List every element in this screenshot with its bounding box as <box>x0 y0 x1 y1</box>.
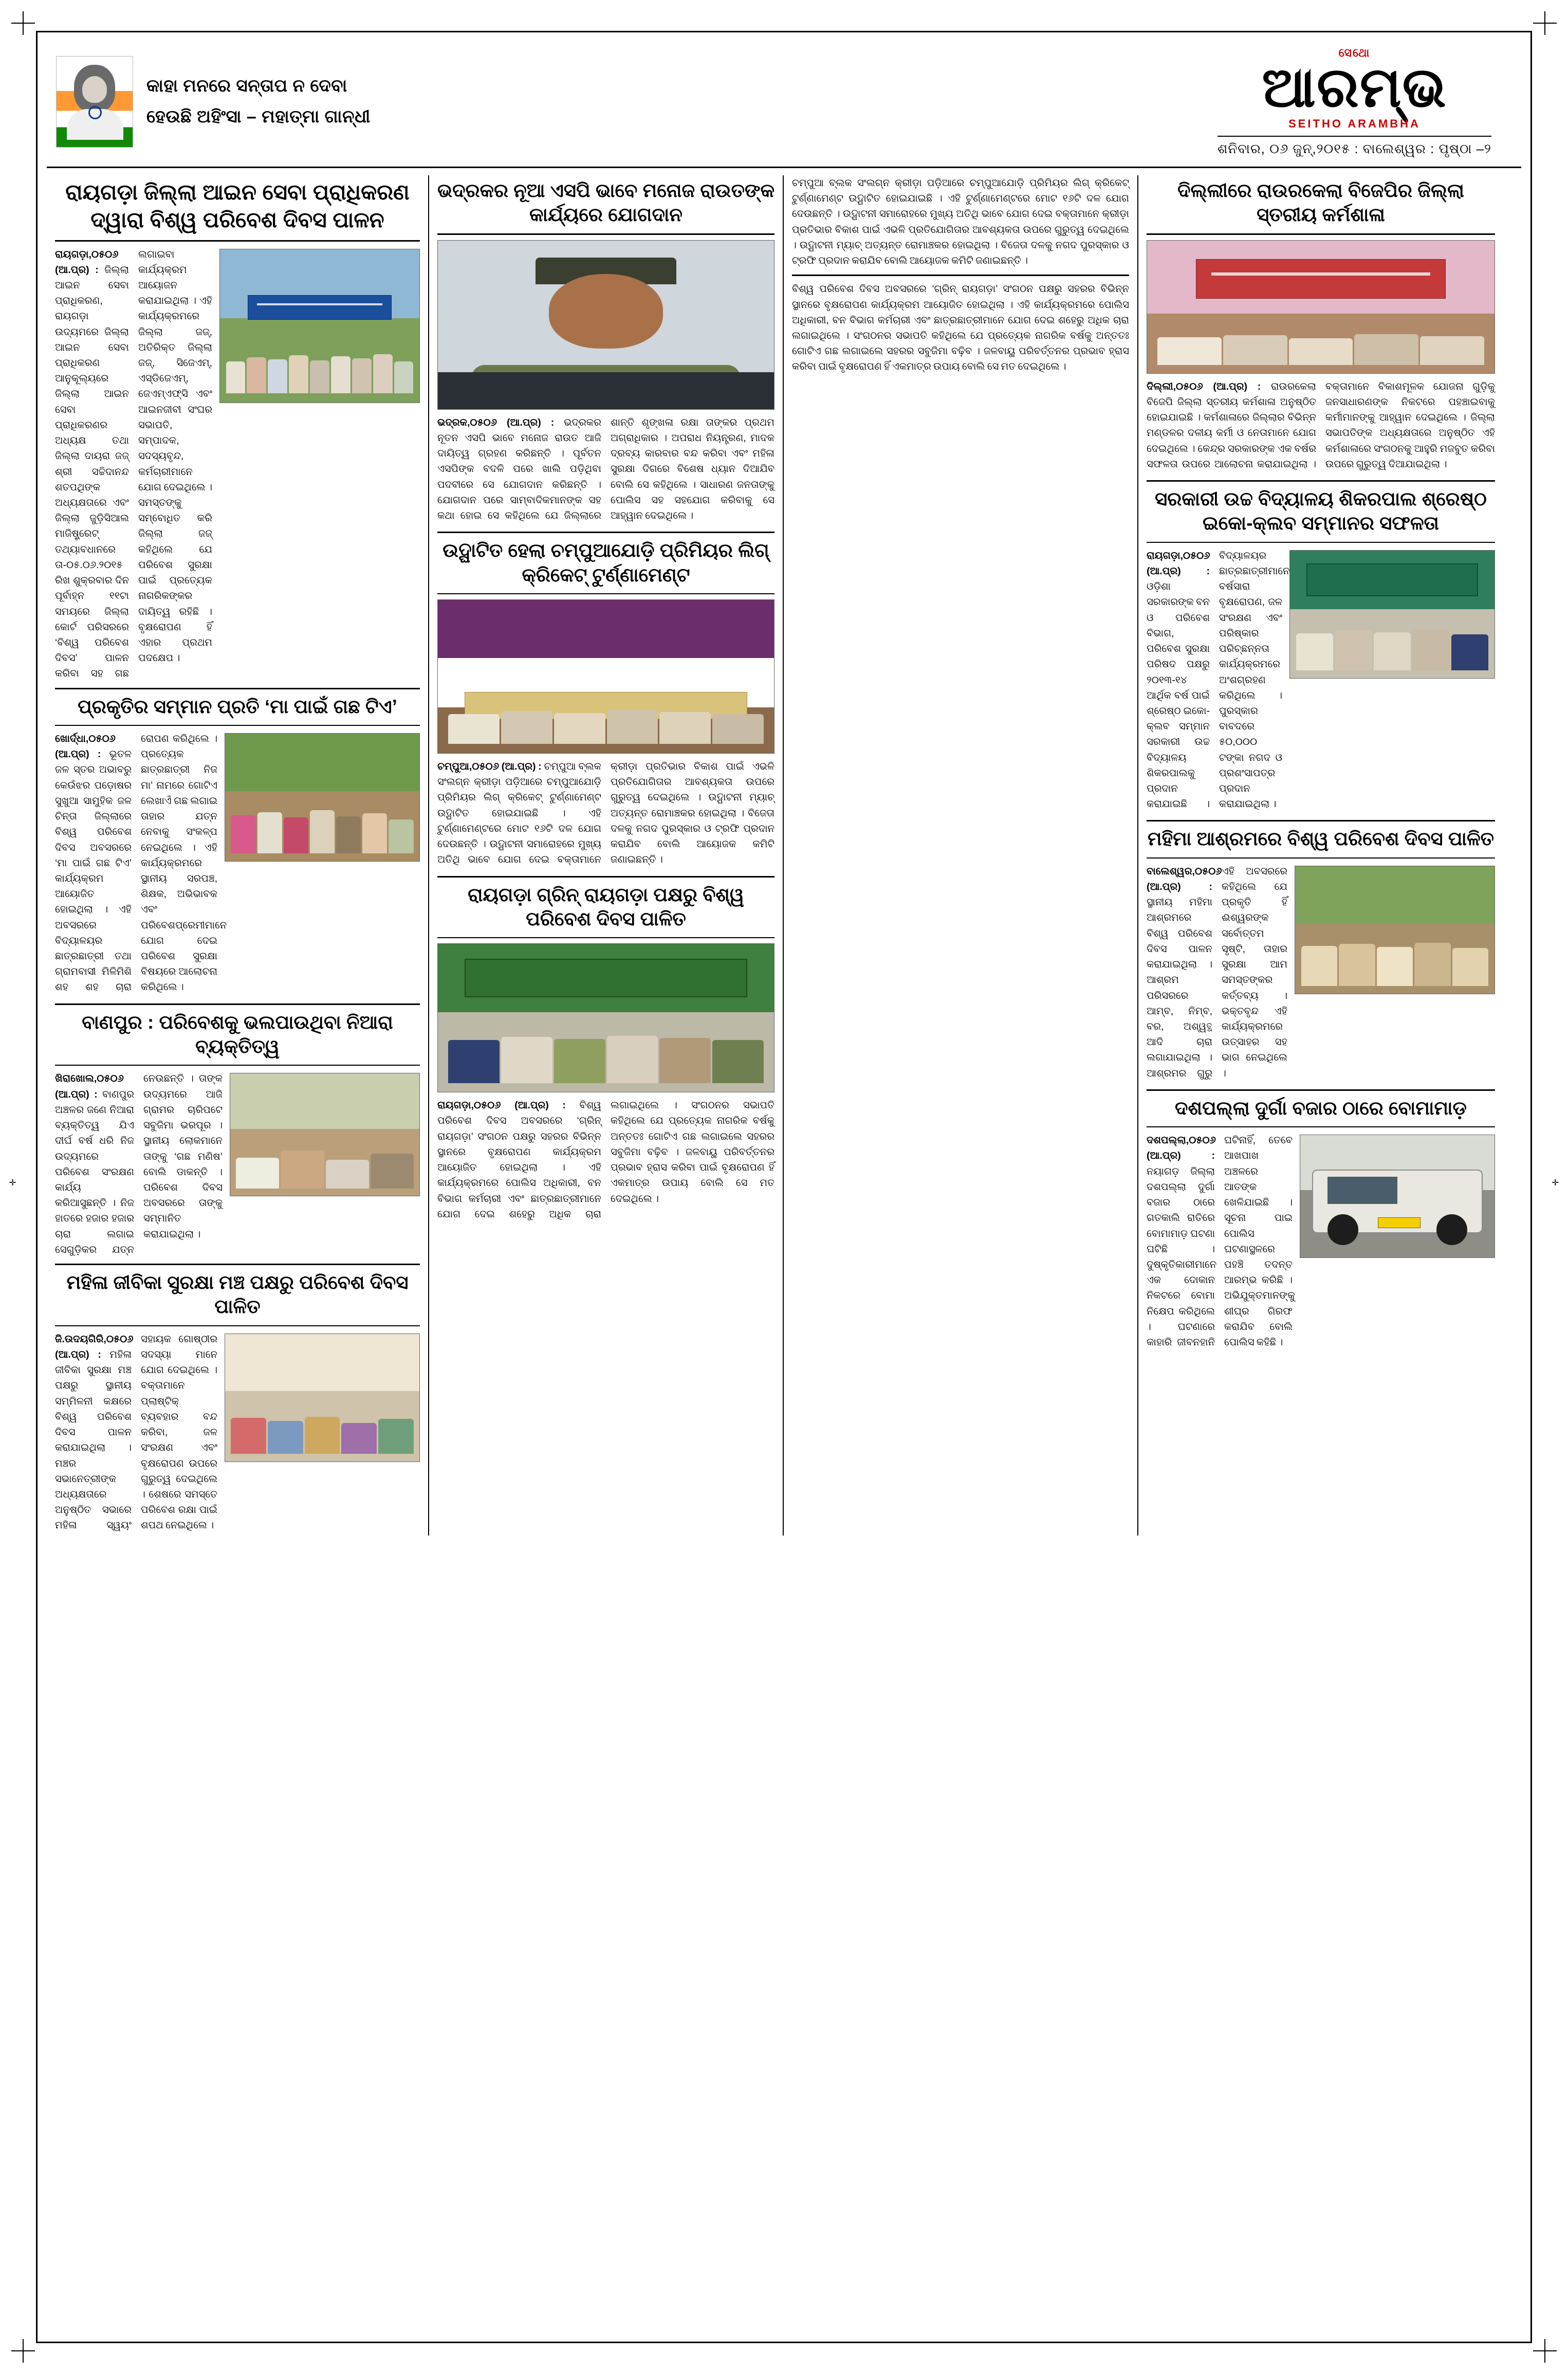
article-headline: ରାୟଗଡ଼ା ଜିଲ୍ଲା ଆଇନ ସେବା ପ୍ରାଧିକରଣ ଦ୍ୱାରା ବିଶ୍ୱ ପରିବେଶ ଦିବସ ପାଳନ <box>65 180 410 232</box>
article-dateline: ରାୟଗଡ଼ା,୦୫୦୬ (ଆ.ପ୍ର) : <box>437 1100 566 1111</box>
masthead-left <box>56 56 371 148</box>
article-body <box>1147 548 1290 814</box>
masthead-quote-line1: କାହା ମନରେ ସନ୍ତାପ ନ ଦେବା <box>146 76 347 96</box>
article-headline: ମହିମା ଆଶ୍ରମରେ ବିଶ୍ୱ ପରିବେଶ ଦିବସ ପାଳିତ <box>1147 828 1495 850</box>
photo-green-raygada <box>437 943 774 1092</box>
crop-mark-bottom-right <box>1533 2339 1557 2363</box>
article-body <box>1147 379 1495 474</box>
article-body <box>1147 864 1287 1083</box>
article-a2 <box>55 695 420 997</box>
photo-tree-planting <box>225 733 420 862</box>
photo-police-officer <box>437 240 774 410</box>
article-text: ବିଶ୍ୱ ପରିବେଶ ଦିବସ ଅବସରରେ ‘ଗ୍ରିନ୍ ରାୟଗଡ଼ା’ ସଂଗଠନ ପକ୍ଷରୁ ସହରର ବିଭିନ୍ନ ସ୍ଥାନରେ ବୃକ୍ଷରୋପଣ କାର୍ଯ୍ୟକ୍ରମ ଆୟୋଜିତ ହୋଇଥିଲା । ଏହି କାର୍ଯ୍ୟକ୍ରମରେ ପୋଲିସ ଅଧିକାରୀ, ବନ ବିଭାଗ କର୍ମଚାରୀ ଏବଂ ଛାତ୍ରଛାତ୍ରୀମାନେ ଯୋଗ ଦେଇ ଶହେରୁ ଅଧିକ ଚାରା ଲଗାଇଥିଲେ । ସଂଗଠନର ସଭାପତି କହିଥିଲେ ଯେ ପ୍ରତ୍ୟେକ ନାଗରିକ ବର୍ଷକୁ ଅନ୍ତତଃ ଗୋଟିଏ ଗଛ ଲଗାଇଲେ ସହରର ସବୁଜିମା ବଢ଼ିବ । ଜଳବାୟୁ ପରିବର୍ତ୍ତନର ପ୍ରଭାବ ହ୍ରାସ କରିବା ପାଇଁ ବୃକ୍ଷରୋପଣ ହିଁ ଏକମାତ୍ର ଉପାୟ ବୋଲି ସେ ମତ ଦେଇଥିଲେ । <box>437 1100 774 1220</box>
article-body <box>55 731 227 997</box>
masthead-quote <box>146 71 371 132</box>
article-body <box>437 759 774 870</box>
article-a4 <box>55 1270 420 1536</box>
column-4 <box>1137 175 1503 1536</box>
photo-bomb-attack-van <box>1300 1135 1495 1258</box>
column-1 <box>47 175 428 1536</box>
article-headline: ଉଦ୍ଘାଟିତ ହେଲା ଚମ୍ପୁଆଯୋଡ଼ି ପ୍ରିମିୟର ଲିଗ୍ କ୍ରିକେଟ୍ ଟୁର୍ଣ୍ଣାମେଣ୍ଟ <box>442 540 769 586</box>
article-a7 <box>437 883 774 1222</box>
article-text-continued-2: ବିଶ୍ୱ ପରିବେଶ ଦିବସ ଅବସରରେ ‘ଗ୍ରିନ୍ ରାୟଗଡ଼ା’ ସଂଗଠନ ପକ୍ଷରୁ ସହରର ବିଭିନ୍ନ ସ୍ଥାନରେ ବୃକ୍ଷରୋପଣ କାର୍ଯ୍ୟକ୍ରମ ଆୟୋଜିତ ହୋଇଥିଲା । ଏହି କାର୍ଯ୍ୟକ୍ରମରେ ପୋଲିସ ଅଧିକାରୀ, ବନ ବିଭାଗ କର୍ମଚାରୀ ଏବଂ ଛାତ୍ରଛାତ୍ରୀମାନେ ଯୋଗ ଦେଇ ଶହେରୁ ଅଧିକ ଚାରା ଲଗାଇଥିଲେ । ସଂଗଠନର ସଭାପତି କହିଥିଲେ ଯେ ପ୍ରତ୍ୟେକ ନାଗରିକ ବର୍ଷକୁ ଅନ୍ତତଃ ଗୋଟିଏ ଗଛ ଲଗାଇଲେ ସହରର ସବୁଜିମା ବଢ଼ିବ । ଜଳବାୟୁ ପରିବର୍ତ୍ତନର ପ୍ରଭାବ ହ୍ରାସ କରିବା ପାଇଁ ବୃକ୍ଷରୋପଣ ହିଁ ଏକମାତ୍ର ଉପାୟ ବୋଲି ସେ ମତ ଦେଇଥିଲେ । <box>792 283 1129 373</box>
article-a3 <box>55 1010 420 1257</box>
article-body <box>55 247 212 682</box>
article-text: ଜିଲ୍ଲା ଆଇନ ସେବା ପ୍ରାଧିକରଣ, ରାୟଗଡ଼ା ଉଦ୍ୟମରେ ଜିଲ୍ଲା ଆଇନ ସେବା ପ୍ରାଧିକରଣ ଆନୁକୂଲ୍ୟରେ ଜିଲ୍ଲା ଆଇନ ସେବା ପ୍ରାଧିକରଣର ଅଧ୍ୟକ୍ଷ ତଥା ଜିଲ୍ଲା ଦାୟରା ଜଜ୍ ଶ୍ରୀ ସଚ୍ଚିଦାନନ୍ଦ ଶତପଥିଙ୍କ ଅଧ୍ୟକ୍ଷତାରେ ଏବଂ ଜିଲ୍ଲା ଜୁଡ଼ିସିଆଲ ମାଜିଷ୍ଟ୍ରେଟ୍ ତଥ୍ୟାବଧାନରେ ତା-୦୫.୦୬.୨୦୧୫ ରିଖ ଶୁକ୍ରବାର ଦିନ ପୂର୍ବାହ୍ନ ୧୧ଟା ସମୟରେ ଜିଲ୍ଲା କୋର୍ଟ ପରିସରରେ ‘ବିଶ୍ୱ ପରିବେଶ ଦିବସ’ ପାଳନ କରିବା ସହ ଗଛ ଲଗାଇବା କାର୍ଯ୍ୟକ୍ରମ ଆୟୋଜନ କରାଯାଇଥିଲା । ଏହି କାର୍ଯ୍ୟକ୍ରମରେ ଜିଲ୍ଲା ଜଜ୍, ଅତିରିକ୍ତ ଜିଲ୍ଲା ଜଜ୍, ସିଜେଏମ୍, ଏସ୍‌ଡିଜେଏମ୍, ଜେଏମ୍‌ଏଫ୍‌ସି ଏବଂ ଆଇନଜୀବୀ ସଂଘର ସଭାପତି, ସମ୍ପାଦକ, ସଦସ୍ୟବୃନ୍ଦ, କର୍ମଚାରୀମାନେ ଯୋଗ ଦେଇଥିଲେ । ସମସ୍ତଙ୍କୁ ସମ୍ବୋଧିତ କରି ଜିଲ୍ଲା ଜଜ୍ କହିଥିଲେ ଯେ ପରିବେଶ ସୁରକ୍ଷା ପାଇଁ ପ୍ରତ୍ୟେକ ନାଗରିକଙ୍କର ଦାୟିତ୍ୱ ରହିଛି । ବୃକ୍ଷରୋପଣ ହିଁ ଏହାର ପ୍ରଥମ ପଦକ୍ଷେପ । <box>55 248 212 680</box>
article-dateline: ଖୋର୍ଦ୍ଧା,୦୫୦୬ (ଆ.ପ୍ର) : <box>55 733 116 760</box>
article-text: ବାଣପୁର ଅଞ୍ଚଳର ଜଣେ ନିଆରା ବ୍ୟକ୍ତିତ୍ୱ ଯିଏ ଦୀର୍ଘ ବର୍ଷ ଧରି ନିଜ ଉଦ୍ୟମରେ ପରିବେଶ ସଂରକ୍ଷଣ କାର୍ଯ୍ୟ କରିଆସୁଛନ୍ତି । ନିଜ ହାତରେ ହଜାର ହଜାର ଚାରା ଲଗାଇ ସେଗୁଡ଼ିକର ଯତ୍ନ ନେଉଛନ୍ତି । ତାଙ୍କ ଉଦ୍ୟମରେ ଆଜି ଗ୍ରାମର ଚାରିପଟେ ସବୁଜିମା ଭରପୂର । ସ୍ଥାନୀୟ ଲୋକମାନେ ତାଙ୍କୁ ‘ଗଛ ମଣିଷ’ ବୋଲି ଡାକନ୍ତି । ପରିବେଶ ଦିବସ ଅବସରରେ ତାଙ୍କୁ ସମ୍ମାନିତ କରାଯାଇଥିଲା । <box>55 1073 223 1255</box>
article-text: ସ୍ଥାନୀୟ ମହିମା ଆଶ୍ରମରେ ବିଶ୍ୱ ପରିବେଶ ଦିବସ ପାଳନ କରାଯାଇଥିଲା । ଆଶ୍ରମ ପରିସରରେ ଆମ୍ବ, ନିମ୍ବ, ବର, ଅଶ୍ୱତ୍ଥ ଆଦି ଚାରା ଲଗାଯାଇଥିଲା । ଆଶ୍ରମର ଗୁରୁ ଏହି ଅବସରରେ କହିଥିଲେ ଯେ ପ୍ରକୃତି ହିଁ ଈଶ୍ୱରଙ୍କ ସର୍ବୋତ୍ତମ ସୃଷ୍ଟି, ତାହାର ସୁରକ୍ଷା ଆମ ସମସ୍ତଙ୍କର କର୍ତ୍ତବ୍ୟ । ଭକ୍ତବୃନ୍ଦ ଏହି କାର୍ଯ୍ୟକ୍ରମରେ ଉତ୍ସାହର ସହ ଭାଗ ନେଇଥିଲେ । <box>1147 865 1287 1079</box>
article-body <box>437 415 774 526</box>
crop-mark-mid-left: ✛ <box>9 1176 16 1189</box>
article-a9 <box>1147 487 1495 814</box>
article-headline: ପ୍ରକୃତିର ସମ୍ମାନ ପ୍ରତି ‘ମା ପାଇଁ ଗଛ ଟିଏ’ <box>78 696 397 717</box>
article-headline: ଦଶପଲ୍ଲା ଦୁର୍ଗା ବଜାର ଠାରେ ବୋମାମାଡ଼ <box>1175 1097 1467 1119</box>
newspaper-page <box>36 31 1532 2343</box>
photo-rally <box>219 249 420 403</box>
article-a5 <box>437 178 774 525</box>
masthead-right <box>1217 46 1512 157</box>
masthead-date: ଶନିବାର, ୦୬ ଜୁନ୍,୨୦୧୫ : ବାଲେଶ୍ୱର : ପୃଷ୍ଠା –୨ <box>1217 140 1491 156</box>
article-headline: ଭଦ୍ରକର ନୂଆ ଏସପି ଭାବେ ମନୋଜ ରାଉତଙ୍କ କାର୍ଯ୍ୟରେ ଯୋଗଦାନ <box>437 180 774 226</box>
article-text: ଓଡ଼ିଶା ସରକାରଙ୍କ ବନ ଓ ପରିବେଶ ବିଭାଗ, ପରିବେଶ ସୁରକ୍ଷା ପରିଷଦ ପକ୍ଷରୁ ୨୦୧୩-୧୪ ଆର୍ଥିକ ବର୍ଷ ପାଇଁ ଶ୍ରେଷ୍ଠ ଇକୋ-କ୍ଲବ ସମ୍ମାନ ସରକାରୀ ଉଚ୍ଚ ବିଦ୍ୟାଳୟ ଶିକରପାଲକୁ ପ୍ରଦାନ କରାଯାଇଛି । ବିଦ୍ୟାଳୟର ଛାତ୍ରଛାତ୍ରୀମାନେ ବର୍ଷସାରା ବୃକ୍ଷରୋପଣ, ଜଳ ସଂରକ୍ଷଣ ଏବଂ ପରିଷ୍କାର ପରିଚ୍ଛନ୍ନତା କାର୍ଯ୍ୟକ୍ରମରେ ଅଂଶଗ୍ରହଣ କରିଥିଲେ । ପୁରସ୍କାର ବାବଦରେ ୫୦,୦୦୦ ଟଙ୍କା ନଗଦ ଓ ପ୍ରଶଂସାପତ୍ର ପ୍ରଦାନ କରାଯାଇଥିଲା । <box>1147 550 1290 810</box>
article-body <box>55 1331 217 1536</box>
article-a6-cont <box>792 175 1129 268</box>
article-text: ନୟାଗଡ଼ ଜିଲ୍ଲା ଦଶପଲ୍ଲା ଦୁର୍ଗା ବଜାର ଠାରେ ଗତକାଲି ରାତିରେ ବୋମାମାଡ଼ ଘଟଣା ଘଟିଛି । ଦୁଷ୍କୃତିକାରୀମାନେ ଏକ ଦୋକାନ ନିକଟରେ ବୋମା ନିକ୍ଷେପ କରିଥିଲେ । ଘଟଣାରେ କାହାରି ଜୀବନହାନି ଘଟିନାହିଁ, ତେବେ ଆଖପାଖ ଅଞ୍ଚଳରେ ଆତଙ୍କ ଖେଳିଯାଇଛି । ସୂଚନା ପାଇ ପୋଲିସ ଘଟଣାସ୍ଥଳରେ ପହଞ୍ଚି ତଦନ୍ତ ଆରମ୍ଭ କରିଛି । ଅଭିଯୁକ୍ତମାନଙ୍କୁ ଶୀଘ୍ର ଗିରଫ କରାଯିବ ବୋଲି ପୋଲିସ କହିଛି । <box>1147 1135 1295 1348</box>
column-3 <box>783 175 1137 1536</box>
article-headline: ଦିଲ୍ଲୀରେ ରାଉରକେଲା ବିଜେପିର ଜିଲ୍ଲା ସ୍ତରୀୟ କର୍ମଶାଳା <box>1177 180 1464 226</box>
article-a11 <box>1147 1096 1495 1352</box>
logo-top-text: ସେଥୋ <box>1338 46 1371 59</box>
crop-mark-top-right <box>1533 11 1557 35</box>
photo-mahima-ashram <box>1295 866 1495 994</box>
article-text: ମହିଳା ଜୀବିକା ସୁରକ୍ଷା ମଞ୍ଚ ପକ୍ଷରୁ ସ୍ଥାନୀୟ ସମ୍ମିଳନୀ କକ୍ଷରେ ବିଶ୍ୱ ପରିବେଶ ଦିବସ ପାଳନ କରାଯାଇଥିଲା । ମଞ୍ଚର ସଭାନେତ୍ରୀଙ୍କ ଅଧ୍ୟକ୍ଷତାରେ ଅନୁଷ୍ଠିତ ସଭାରେ ମହିଳା ସ୍ୱୟଂ ସହାୟକ ଗୋଷ୍ଠୀର ସଦସ୍ୟା ମାନେ ଯୋଗ ଦେଇଥିଲେ । ବକ୍ତାମାନେ ପ୍ଲାଷ୍ଟିକ୍ ବ୍ୟବହାର ବନ୍ଦ କରିବା, ଜଳ ସଂରକ୍ଷଣ ଏବଂ ବୃକ୍ଷରୋପଣ ଉପରେ ଗୁରୁତ୍ୱ ଦେଇଥିଲେ । ଶେଷରେ ସମସ୍ତେ ପରିବେଶ ରକ୍ଷା ପାଇଁ ଶପଥ ନେଇଥିଲେ । <box>55 1333 217 1531</box>
article-body-continuation-2 <box>792 281 1129 374</box>
article-headline: ବାଣପୁର : ପରିବେଶକୁ ଭଲପାଉଥିବା ନିଆରା ବ୍ୟକ୍ତିତ୍ୱ <box>82 1011 393 1057</box>
article-body <box>55 1071 223 1257</box>
article-dateline: ରାୟଗଡ଼ା,୦୫୦୬ (ଆ.ପ୍ର) : <box>55 248 119 276</box>
article-dateline: ଚମ୍ପୁଆ,୦୫୦୬ (ଆ.ପ୍ର) : <box>437 760 542 772</box>
content-grid <box>47 175 1521 1536</box>
article-text: ଭଦ୍ରକର ନୂତନ ଏସପି ଭାବେ ମନୋଜ ରାଉତ ଆଜି ଦାୟିତ୍ୱ ଗ୍ରହଣ କରିଛନ୍ତି । ପୂର୍ବତନ ଏସପିଙ୍କ ବଦଳି ପରେ ଖାଲି ପଡ଼ିଥିବା ପଦବୀରେ ସେ ଯୋଗଦାନ କରିଛନ୍ତି । ଯୋଗଦାନ ପରେ ସାମ୍ବାଦିକମାନଙ୍କ ସହ କଥା ହୋଇ ସେ କହିଥିଲେ ଯେ ଜିଲ୍ଲାରେ ଶାନ୍ତି ଶୃଙ୍ଖଳା ରକ୍ଷା ତାଙ୍କର ପ୍ରଥମ ଅଗ୍ରାଧିକାର । ଅପରାଧ ନିୟନ୍ତ୍ରଣ, ମାଦକ ଦ୍ରବ୍ୟ କାରବାର ବନ୍ଦ କରିବା ଏବଂ ମହିଳା ସୁରକ୍ଷା ଦିଗରେ ବିଶେଷ ଧ୍ୟାନ ଦିଆଯିବ ବୋଲି ସେ କହିଥିଲେ । ସାଧାରଣ ଜନତାଙ୍କୁ ପୋଲିସ ସହ ସହଯୋଗ କରିବାକୁ ସେ ଆହ୍ୱାନ ଦେଇଥିଲେ । <box>437 416 774 522</box>
article-text: ରାଉରକେଲା ବିଜେପି ଜିଲ୍ଲା ସ୍ତରୀୟ କର୍ମଶାଳା ଅନୁଷ୍ଠିତ ହୋଇଯାଇଛି । କର୍ମଶାଳାରେ ଜିଲ୍ଲାର ବିଭିନ୍ନ ମଣ୍ଡଳର ଦଳୀୟ କର୍ମୀ ଓ ନେତାମାନେ ଯୋଗ ଦେଇଥିଲେ । କେନ୍ଦ୍ର ସରକାରଙ୍କ ଏକ ବର୍ଷର ସଫଳତା ଉପରେ ଆଲୋଚନା କରାଯାଇଥିଲା । ବକ୍ତାମାନେ ବିକାଶମୂଳକ ଯୋଜନା ଗୁଡ଼ିକୁ ଜନସାଧାରଣଙ୍କ ନିକଟରେ ପହଞ୍ଚାଇବାକୁ କର୍ମୀମାନଙ୍କୁ ଆହ୍ୱାନ ଦେଇଥିଲେ । ଜିଲ୍ଲା ସଭାପତିଙ୍କ ଅଧ୍ୟକ୍ଷତାରେ ଅନୁଷ୍ଠିତ ଏହି କର୍ମଶାଳାରେ ସଂଗଠନକୁ ଆହୁରି ମଜବୁତ କରିବା ଉପରେ ଗୁରୁତ୍ୱ ଦିଆଯାଇଥିଲା । <box>1147 380 1495 470</box>
article-headline: ମହିଳା ଜୀବିକା ସୁରକ୍ଷା ମଞ୍ଚ ପକ୍ଷରୁ ପରିବେଶ ଦିବସ ପାଳିତ <box>66 1272 409 1318</box>
masthead <box>47 40 1521 168</box>
photo-banapur <box>230 1073 420 1196</box>
photo-eco-club-award <box>1289 550 1495 679</box>
article-a6 <box>437 538 774 869</box>
article-a1 <box>55 178 420 682</box>
logo-english-text: SEITHO ARAMBHA <box>1288 117 1421 130</box>
crop-mark-mid-right: ✛ <box>1552 1176 1559 1189</box>
article-a7-cont <box>792 281 1129 374</box>
gandhi-portrait-icon <box>56 56 133 148</box>
article-text: ଚମ୍ପୁଆ ବ୍ଲକ ସଂଲଗ୍ନ କ୍ରୀଡ଼ା ପଡ଼ିଆରେ ଚମ୍ପୁଆଯୋଡ଼ି ପ୍ରିମିୟର ଲିଗ୍ କ୍ରିକେଟ୍ ଟୁର୍ଣ୍ଣାମେଣ୍ଟ ଉଦ୍ଘାଟିତ ହୋଇଯାଇଛି । ଏହି ଟୁର୍ଣ୍ଣାମେଣ୍ଟରେ ମୋଟ ୧୬ଟି ଦଳ ଯୋଗ ଦେଉଛନ୍ତି । ଉଦ୍ଘାଟନୀ ସମାରୋହରେ ମୁଖ୍ୟ ଅତିଥି ଭାବେ ଯୋଗ ଦେଇ ବକ୍ତାମାନେ କ୍ରୀଡ଼ା ପ୍ରତିଭାର ବିକାଶ ପାଇଁ ଏଭଳି ପ୍ରତିଯୋଗିତାର ଆବଶ୍ୟକତା ଉପରେ ଗୁରୁତ୍ୱ ଦେଇଥିଲେ । ଉଦ୍ଘାଟନୀ ମ୍ୟାଚ୍ ଅତ୍ୟନ୍ତ ରୋମାଞ୍ଚକର ହୋଇଥିଲା । ବିଜେତା ଦଳକୁ ନଗଦ ପୁରସ୍କାର ଓ ଟ୍ରଫି ପ୍ରଦାନ କରାଯିବ ବୋଲି ଆୟୋଜକ କମିଟି ଜଣାଇଛନ୍ତି । <box>437 760 774 866</box>
article-dateline: ରାୟଗଡ଼ା,୦୫୦୬ (ଆ.ପ୍ର) : <box>1147 550 1210 577</box>
article-dateline: ବାଲେଶ୍ୱର,୦୫୦୬ (ଆ.ପ୍ର) : <box>1147 865 1222 893</box>
article-a8 <box>1147 178 1495 474</box>
article-text-continued: ଚମ୍ପୁଆ ବ୍ଲକ ସଂଲଗ୍ନ କ୍ରୀଡ଼ା ପଡ଼ିଆରେ ଚମ୍ପୁଆଯୋଡ଼ି ପ୍ରିମିୟର ଲିଗ୍ କ୍ରିକେଟ୍ ଟୁର୍ଣ୍ଣାମେଣ୍ଟ ଉଦ୍ଘାଟିତ ହୋଇଯାଇଛି । ଏହି ଟୁର୍ଣ୍ଣାମେଣ୍ଟରେ ମୋଟ ୧୬ଟି ଦଳ ଯୋଗ ଦେଉଛନ୍ତି । ଉଦ୍ଘାଟନୀ ସମାରୋହରେ ମୁଖ୍ୟ ଅତିଥି ଭାବେ ଯୋଗ ଦେଇ ବକ୍ତାମାନେ କ୍ରୀଡ଼ା ପ୍ରତିଭାର ବିକାଶ ପାଇଁ ଏଭଳି ପ୍ରତିଯୋଗିତାର ଆବଶ୍ୟକତା ଉପରେ ଗୁରୁତ୍ୱ ଦେଇଥିଲେ । ଉଦ୍ଘାଟନୀ ମ୍ୟାଚ୍ ଅତ୍ୟନ୍ତ ରୋମାଞ୍ଚକର ହୋଇଥିଲା । ବିଜେତା ଦଳକୁ ନଗଦ ପୁରସ୍କାର ଓ ଟ୍ରଫି ପ୍ରଦାନ କରାଯିବ ବୋଲି ଆୟୋଜକ କମିଟି ଜଣାଇଛନ୍ତି । <box>792 177 1129 267</box>
article-dateline: ଦଶପଲ୍ଲା,୦୫୦୬ (ଆ.ପ୍ର) : <box>1147 1135 1216 1162</box>
photo-women-meeting <box>225 1334 420 1462</box>
article-dateline: ଭଦ୍ରକ,୦୫୦୬ (ଆ.ପ୍ର) : <box>437 416 555 428</box>
masthead-quote-line2: ହେଉଛି ଅହିଂସା – ମହାତ୍ମା ଗାନ୍ଧୀ <box>146 106 371 126</box>
article-dateline: ଜି.ଉଦୟଗିରି,୦୫୦୬ (ଆ.ପ୍ର) : <box>55 1333 134 1360</box>
logo-title: ଆରମ୍ଭ <box>1262 56 1447 118</box>
article-headline: ସରକାରୀ ଉଚ୍ଚ ବିଦ୍ୟାଳୟ ଶିକରପାଲ ଶ୍ରେଷ୍ଠ ଇକୋ-କ୍ଲବ ସମ୍ମାନର ସଫଳତା <box>1155 488 1487 534</box>
article-body <box>437 1098 774 1222</box>
crop-mark-bottom-left <box>11 2339 35 2363</box>
article-dateline: ଖିରାଖୋଲ,୦୫୦୬ (ଆ.ପ୍ର) : <box>55 1073 124 1100</box>
crop-mark-top-left <box>11 11 35 35</box>
article-body-continuation <box>792 175 1129 268</box>
photo-bjp-workshop <box>1147 240 1495 374</box>
article-a10 <box>1147 827 1495 1083</box>
photo-cricket-inauguration <box>437 599 774 754</box>
article-headline: ରାୟଗଡ଼ା ଗ୍ରିନ୍ ରାୟଗଡ଼ା ପକ୍ଷରୁ ବିଶ୍ୱ ପରିବେଶ ଦିବସ ପାଳିତ <box>468 884 744 929</box>
article-dateline: ଦିଲ୍ଲୀ,୦୫୦୬ (ଆ.ପ୍ର) : <box>1147 380 1261 392</box>
column-2 <box>428 175 783 1536</box>
article-body <box>1147 1133 1293 1352</box>
article-text: ଭୂତଳ ଜଳ ସ୍ତର ଅଭାବରୁ କେଉଁଝର ପଡ଼ୋଷର ସୁଖୁଆ ସାମୁହିକ ଜଳ ଚିନ୍ତା ଜିଲ୍ଲାରେ ବିଶ୍ୱ ପରିବେଶ ଦିବସ ଅବସରରେ ‘ମା ପାଇଁ ଗଛ ଟିଏ’ କାର୍ଯ୍ୟକ୍ରମ ଆୟୋଜିତ ହୋଇଥିଲା । ଏହି ଅବସରରେ ବିଦ୍ୟାଳୟର ଛାତ୍ରଛାତ୍ରୀ ତଥା ଗ୍ରାମବାସୀ ମିଳିମିଶି ଶହ ଶହ ଚାରା ରୋପଣ କରିଥିଲେ । ପ୍ରତ୍ୟେକ ଛାତ୍ରଛାତ୍ରୀ ନିଜ ମା’ ନାମରେ ଗୋଟିଏ ଲେଖାଏଁ ଗଛ ଲଗାଇ ତାହାର ଯତ୍ନ ନେବାକୁ ସଂକଳ୍ପ ନେଇଥିଲେ । ଏହି କାର୍ଯ୍ୟକ୍ରମରେ ସ୍ଥାନୀୟ ସରପଞ୍ଚ, ଶିକ୍ଷକ, ଅଭିଭାବକ ଏବଂ ପରିବେଶପ୍ରେମୀମାନେ ଯୋଗ ଦେଇ ପରିବେଶ ସୁରକ୍ଷା ବିଷୟରେ ଆଲୋଚନା କରିଥିଲେ । <box>55 733 227 993</box>
